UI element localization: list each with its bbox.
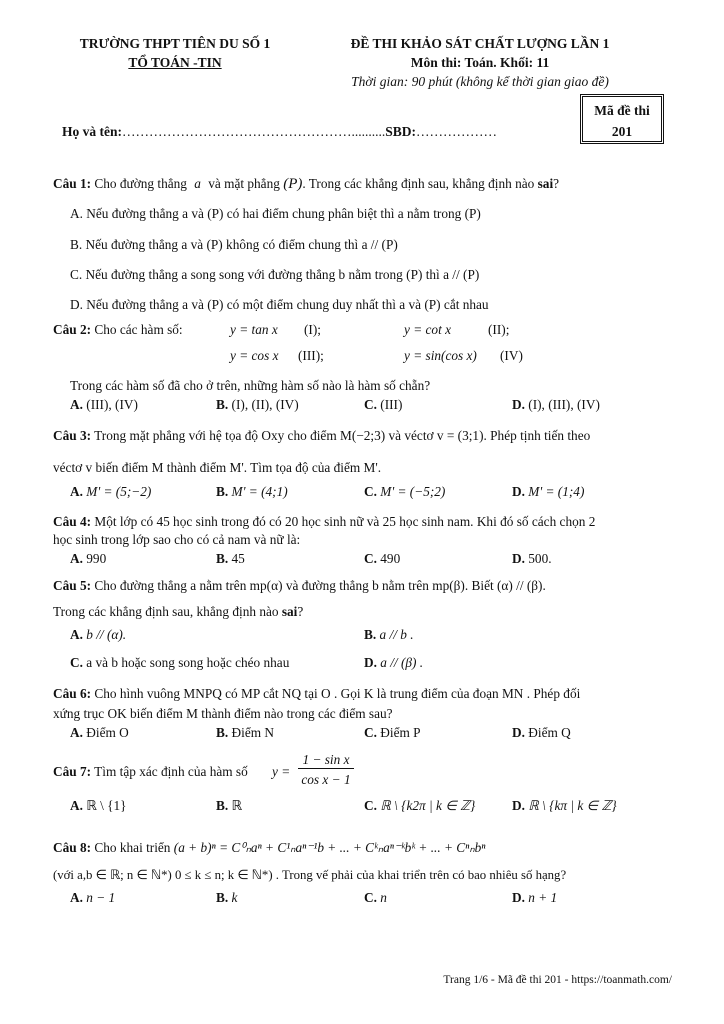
question-8-stem bbox=[53, 840, 485, 856]
school-name: TRƯỜNG THPT TIÊN DU SỐ 1 bbox=[79, 36, 271, 51]
question-7-option-c[interactable]: C. ℝ \ {k2π | k ∈ ℤ} bbox=[364, 798, 476, 813]
sbd-label: SBD: bbox=[385, 124, 417, 139]
question-8-text-2: (với a,b ∈ ℝ; n ∈ ℕ*) 0 ≤ k ≤ n; k ∈ ℕ*) . Trong vế phải của khai triển trên có bao nhiêu số hạng? bbox=[53, 868, 567, 882]
exam-subject: Môn thi: Toán. Khối: 11 bbox=[410, 55, 550, 70]
question-3-option-c[interactable]: C. M' = (−5;2) bbox=[364, 484, 446, 499]
question-4-option-c-text: 490 bbox=[380, 551, 401, 566]
question-6-option-a-text: Điểm O bbox=[86, 725, 129, 740]
exam-header bbox=[330, 34, 630, 91]
question-2-option-a-text: (III), (IV) bbox=[86, 397, 138, 412]
question-1-option-b[interactable]: B. Nếu đường thẳng a và (P) không có điểm chung thì a // (P) bbox=[70, 237, 398, 252]
question-3-option-b[interactable]: B. M' = (4;1) bbox=[216, 484, 288, 499]
question-7-option-a-text: ℝ \ {1} bbox=[86, 798, 127, 813]
question-5-option-d[interactable]: D. a // (β) . bbox=[364, 655, 424, 670]
question-8-formula: (a + b)ⁿ = C⁰ₙaⁿ + C¹ₙaⁿ⁻¹b + ... + Cᵏₙaⁿ⁻ᵏbᵏ + ... + Cⁿₙbⁿ bbox=[173, 840, 486, 855]
question-4-option-b[interactable]: B. 45 bbox=[216, 551, 245, 566]
question-7-y: y = bbox=[272, 764, 291, 779]
question-1-text-c: . Trong các khẳng định sau, khẳng định nào bbox=[302, 176, 535, 191]
question-3-text-2: véctơ v biến điểm M thành điểm M'. Tìm tọa độ của điểm M'. bbox=[53, 460, 382, 475]
question-7-stem bbox=[53, 764, 248, 780]
student-info-line bbox=[62, 124, 497, 140]
question-6-option-b[interactable]: B. Điểm N bbox=[216, 725, 274, 740]
question-1-text-sai: sai bbox=[537, 176, 554, 191]
question-5-option-c[interactable]: C. a và b hoặc song song hoặc chéo nhau bbox=[70, 655, 290, 670]
question-3-option-b-text: M' = (4;1) bbox=[231, 484, 288, 499]
question-4-option-c[interactable]: C. 490 bbox=[364, 551, 401, 566]
question-2-option-c-text: (III) bbox=[380, 397, 403, 412]
question-3-option-d-text: M' = (1;4) bbox=[528, 484, 585, 499]
question-8-option-a[interactable]: A. n − 1 bbox=[70, 890, 116, 905]
function-4: y = sin(cos x) bbox=[404, 348, 477, 363]
question-7-denominator: cos x − 1 bbox=[301, 772, 351, 787]
question-7-option-c-text: ℝ \ {k2π | k ∈ ℤ} bbox=[380, 798, 476, 813]
question-7-numerator: 1 − sin x bbox=[298, 752, 354, 769]
question-6-option-a[interactable]: A. Điểm O bbox=[70, 725, 129, 740]
question-4-label: Câu 4: bbox=[53, 514, 92, 529]
question-4-option-d[interactable]: D. 500. bbox=[512, 551, 552, 566]
question-5-option-a[interactable]: A. b // (α). bbox=[70, 627, 127, 642]
question-3-option-a[interactable]: A. M' = (5;−2) bbox=[70, 484, 152, 499]
exam-title: ĐỀ THI KHẢO SÁT CHẤT LƯỢNG LẦN 1 bbox=[350, 36, 610, 51]
question-4-text-1: Một lớp có 45 học sinh trong đó có 20 học sinh nữ và 25 học sinh nam. Khi đó số cách chọn 2 bbox=[94, 514, 596, 529]
question-8-option-b-text: k bbox=[231, 890, 238, 905]
question-4-option-d-text: 500. bbox=[528, 551, 552, 566]
question-3-label: Câu 3: bbox=[53, 428, 92, 443]
question-7-option-b[interactable]: B. ℝ bbox=[216, 798, 243, 813]
question-2-question: Trong các hàm số đã cho ở trên, những hàm số nào là hàm số chẵn? bbox=[70, 378, 431, 393]
question-5-text-2a: Trong các khẳng định sau, khẳng định nào bbox=[53, 604, 279, 619]
question-3-option-d[interactable]: D. M' = (1;4) bbox=[512, 484, 585, 499]
function-2: y = cot x bbox=[404, 322, 451, 337]
question-8-option-d[interactable]: D. n + 1 bbox=[512, 890, 558, 905]
question-6-text-1: Cho hình vuông MNPQ có MP cắt NQ tại O . Gọi K là trung điểm của đoạn MN . Phép đối bbox=[94, 686, 581, 701]
question-1-stem: Câu 1: Cho đường thẳng a và mặt phẳng (P). Trong các khẳng định sau, khẳng định nào sai? bbox=[53, 176, 560, 192]
question-2-label: Câu 2: bbox=[53, 322, 92, 337]
question-1-text-b: và mặt phẳng bbox=[208, 176, 280, 191]
question-8-option-c[interactable]: C. n bbox=[364, 890, 387, 905]
question-8-option-c-text: n bbox=[380, 890, 387, 905]
question-6-text-2: xứng trục OK biến điểm M thành điểm nào trong các điểm sau? bbox=[53, 706, 393, 721]
question-3-option-c-text: M' = (−5;2) bbox=[380, 484, 446, 499]
question-2-text: Cho các hàm số: bbox=[94, 322, 183, 337]
question-1-option-d[interactable]: D. Nếu đường thẳng a và (P) có một điểm chung duy nhất thì a và (P) cắt nhau bbox=[70, 297, 489, 312]
question-1-label: Câu 1: bbox=[53, 176, 92, 191]
question-7-option-b-text: ℝ bbox=[231, 798, 243, 813]
exam-code-box bbox=[580, 94, 664, 144]
page-footer: Trang 1/6 - Mã đề thi 201 - https://toanmath.com/ bbox=[443, 974, 672, 986]
question-5-label: Câu 5: bbox=[53, 578, 92, 593]
question-5-option-a-text: b // (α). bbox=[86, 627, 127, 642]
question-7-option-a[interactable]: A. ℝ \ {1} bbox=[70, 798, 127, 813]
question-4-stem bbox=[53, 514, 595, 530]
question-6-option-c[interactable]: C. Điểm P bbox=[364, 725, 421, 740]
question-1-text-a: Cho đường thẳng bbox=[94, 176, 187, 191]
question-5-text-1: Cho đường thẳng a nằm trên mp(α) và đường thẳng b nằm trên mp(β). Biết (α) // (β). bbox=[94, 578, 546, 593]
question-1-option-c[interactable]: C. Nếu đường thẳng a song song với đường thẳng b nằm trong (P) thì a // (P) bbox=[70, 267, 480, 282]
question-8-option-a-text: n − 1 bbox=[86, 890, 116, 905]
exam-code-label: Mã đề thi bbox=[594, 103, 650, 118]
question-6-option-b-text: Điểm N bbox=[231, 725, 274, 740]
question-8-label: Câu 8: bbox=[53, 840, 92, 855]
question-5-option-b-text: a // b . bbox=[379, 627, 414, 642]
question-3-option-a-text: M' = (5;−2) bbox=[86, 484, 152, 499]
question-8-option-d-text: n + 1 bbox=[528, 890, 558, 905]
question-5-option-b[interactable]: B. a // b . bbox=[364, 627, 414, 642]
question-7-text: Tìm tập xác định của hàm số bbox=[94, 764, 248, 779]
question-7-label: Câu 7: bbox=[53, 764, 92, 779]
question-5-text-sai: sai bbox=[281, 604, 298, 619]
question-4-option-a-text: 990 bbox=[86, 551, 107, 566]
question-2-option-d-text: (I), (III), (IV) bbox=[528, 397, 600, 412]
question-6-option-d[interactable]: D. Điểm Q bbox=[512, 725, 571, 740]
exam-time: Thời gian: 90 phút (không kể thời gian giao đề) bbox=[351, 74, 609, 89]
department-name: TỔ TOÁN -TIN bbox=[128, 55, 222, 70]
function-3-number: (III); bbox=[298, 348, 324, 363]
question-5-text-2c: ? bbox=[297, 604, 304, 619]
question-1-text-e: ? bbox=[553, 176, 560, 191]
question-5-text-2 bbox=[53, 604, 303, 620]
question-7-option-d-text: ℝ \ {kπ | k ∈ ℤ} bbox=[528, 798, 617, 813]
question-6-option-c-text: Điểm P bbox=[380, 725, 421, 740]
question-2-option-b[interactable]: B. (I), (II), (IV) bbox=[216, 397, 299, 412]
question-5-option-c-text: a và b hoặc song song hoặc chéo nhau bbox=[86, 655, 290, 670]
question-5-option-d-text: a // (β) . bbox=[380, 655, 424, 670]
question-2-stem bbox=[53, 322, 183, 338]
question-2-option-c[interactable]: C. (III) bbox=[364, 397, 403, 412]
question-1-option-a[interactable]: A. Nếu đường thẳng a và (P) có hai điểm chung phân biệt thì a nằm trong (P) bbox=[70, 206, 481, 221]
question-4-text-2: học sinh trong lớp sao cho có cả nam và nữ là: bbox=[53, 532, 301, 547]
question-2-option-b-text: (I), (II), (IV) bbox=[231, 397, 299, 412]
exam-code: 201 bbox=[611, 124, 633, 139]
function-4-number: (IV) bbox=[500, 348, 523, 363]
sbd-blank[interactable]: ……………… bbox=[416, 124, 498, 139]
question-4-option-b-text: 45 bbox=[231, 551, 245, 566]
function-3: y = cos x bbox=[230, 348, 279, 363]
question-8-text-a: Cho khai triển bbox=[94, 840, 171, 855]
name-label: Họ và tên: bbox=[62, 124, 122, 139]
question-6-option-d-text: Điểm Q bbox=[528, 725, 571, 740]
question-3-text-1: Trong mặt phẳng với hệ tọa độ Oxy cho điểm M(−2;3) và véctơ v = (3;1). Phép tịnh tiến theo bbox=[94, 428, 591, 443]
name-blank[interactable]: …………………………………………….......... bbox=[122, 124, 386, 139]
question-5-stem bbox=[53, 578, 546, 594]
question-7-option-d[interactable]: D. ℝ \ {kπ | k ∈ ℤ} bbox=[512, 798, 617, 813]
question-8-option-b[interactable]: B. k bbox=[216, 890, 238, 905]
question-2-option-a[interactable]: A. (III), (IV) bbox=[70, 397, 138, 412]
function-1: y = tan x bbox=[230, 322, 278, 337]
question-4-option-a[interactable]: A. 990 bbox=[70, 551, 107, 566]
function-2-number: (II); bbox=[488, 322, 510, 337]
question-3-stem bbox=[53, 428, 590, 444]
school-header bbox=[40, 34, 310, 72]
question-6-stem bbox=[53, 686, 580, 702]
function-1-number: (I); bbox=[304, 322, 321, 337]
question-2-option-d[interactable]: D. (I), (III), (IV) bbox=[512, 397, 600, 412]
question-6-label: Câu 6: bbox=[53, 686, 92, 701]
